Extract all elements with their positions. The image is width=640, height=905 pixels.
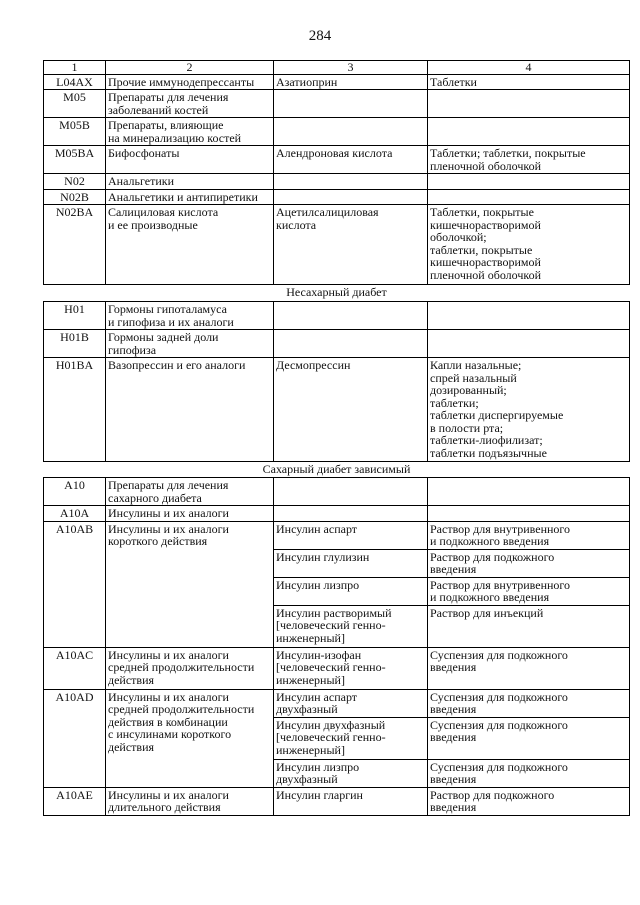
dosage-form-cell [428,506,630,522]
drug-name-cell: Инсулин-изофан [человеческий генно- инженерный] [274,647,428,689]
dosage-form-cell [428,302,630,330]
atc-code-cell: A10AD [44,689,106,787]
drug-name-cell [274,506,428,522]
table-row [44,689,630,717]
dosage-form-cell: Суспензия для подкожного введения [428,717,630,759]
group-name-cell: Препараты для лечения заболеваний костей [106,90,274,118]
drug-name-cell [274,302,428,330]
table-row [44,506,630,522]
column-number: 3 [274,61,428,75]
table-row [44,118,630,146]
dosage-form-cell: Таблетки, покрытые кишечнорастворимой оболочкой; таблетки, покрытые кишечнорастворимой пленочной оболочкой [428,205,630,285]
group-name-cell: Бифосфонаты [106,146,274,174]
dosage-form-cell [428,189,630,205]
dosage-form-cell: Суспензия для подкожного введения [428,689,630,717]
drug-name-cell: Инсулин аспарт [274,521,428,549]
atc-code-cell: H01B [44,330,106,358]
dosage-form-cell: Таблетки; таблетки, покрытые пленочной оболочкой [428,146,630,174]
drug-name-cell [274,189,428,205]
dosage-form-cell [428,90,630,118]
atc-code-cell: A10A [44,506,106,522]
dosage-form-cell: Раствор для подкожного введения [428,787,630,815]
dosage-form-cell: Раствор для внутривенного и подкожного введения [428,521,630,549]
section-title: Несахарный диабет [44,285,630,302]
page-number: 284 [308,28,332,44]
section-title: Сахарный диабет зависимый [44,462,630,478]
table-row [44,478,630,506]
group-name-cell: Препараты, влияющие на минерализацию костей [106,118,274,146]
table-row [44,174,630,190]
drug-name-cell: Азатиоприн [274,74,428,90]
dosage-form-cell [428,330,630,358]
drug-name-cell: Алендроновая кислота [274,146,428,174]
table-row [44,521,630,549]
column-number: 2 [106,61,274,75]
group-name-cell: Инсулины и их аналоги [106,506,274,522]
dosage-form-cell: Раствор для подкожного введения [428,549,630,577]
column-number: 4 [428,61,630,75]
atc-code-cell: N02 [44,174,106,190]
atc-code-cell: N02B [44,189,106,205]
atc-code-cell: M05 [44,90,106,118]
drug-name-cell: Инсулин лизпро [274,577,428,605]
table-row [44,146,630,174]
dosage-form-cell [428,118,630,146]
group-name-cell: Прочие иммунодепрессанты [106,74,274,90]
table-row [44,647,630,689]
group-name-cell: Салициловая кислота и ее производные [106,205,274,285]
group-name-cell: Инсулины и их аналоги средней продолжительности действия в комбинации с инсулинами короткого действия [106,689,274,787]
drug-name-cell: Инсулин растворимый [человеческий генно- инженерный] [274,605,428,647]
table-row [44,330,630,358]
drug-name-cell: Инсулин двухфазный [человеческий генно- инженерный] [274,717,428,759]
dosage-form-cell: Капли назальные; спрей назальный дозированный; таблетки; таблетки диспергируемые в полости рта; таблетки-лиофилизат; таблетки подъязычные [428,358,630,462]
drug-name-cell [274,90,428,118]
drug-name-cell [274,330,428,358]
drug-name-cell: Инсулин лизпро двухфазный [274,759,428,787]
table-row [44,358,630,462]
atc-code-cell: A10AE [44,787,106,815]
atc-code-cell: H01BA [44,358,106,462]
dosage-form-cell: Суспензия для подкожного введения [428,759,630,787]
section-heading-row [44,285,630,302]
drug-name-cell: Ацетилсалициловая кислота [274,205,428,285]
table-row [44,205,630,285]
table-row [44,189,630,205]
atc-code-cell: N02BA [44,205,106,285]
column-number: 1 [44,61,106,75]
table-row [44,74,630,90]
atc-code-cell: H01 [44,302,106,330]
table-row [44,787,630,815]
drug-name-cell: Инсулин глулизин [274,549,428,577]
column-number-row [44,61,630,75]
group-name-cell: Гормоны задней доли гипофиза [106,330,274,358]
dosage-form-cell: Раствор для инъекций [428,605,630,647]
group-name-cell: Анальгетики и антипиретики [106,189,274,205]
group-name-cell: Инсулины и их аналоги длительного действия [106,787,274,815]
group-name-cell: Инсулины и их аналоги короткого действия [106,521,274,647]
drug-name-cell [274,118,428,146]
table-body [44,74,630,815]
dosage-form-cell [428,478,630,506]
group-name-cell: Препараты для лечения сахарного диабета [106,478,274,506]
drug-name-cell: Инсулин гларгин [274,787,428,815]
table-row [44,90,630,118]
group-name-cell: Вазопрессин и его аналоги [106,358,274,462]
atc-code-cell: A10 [44,478,106,506]
dosage-form-cell: Суспензия для подкожного введения [428,647,630,689]
medicines-table [43,60,630,816]
section-heading-row [44,462,630,478]
atc-code-cell: A10AC [44,647,106,689]
atc-code-cell: M05BA [44,146,106,174]
drug-name-cell [274,174,428,190]
dosage-form-cell [428,174,630,190]
table-row [44,302,630,330]
group-name-cell: Анальгетики [106,174,274,190]
atc-code-cell: M05B [44,118,106,146]
dosage-form-cell: Раствор для внутривенного и подкожного введения [428,577,630,605]
drug-name-cell: Инсулин аспарт двухфазный [274,689,428,717]
atc-code-cell: L04AX [44,74,106,90]
atc-code-cell: A10AB [44,521,106,647]
group-name-cell: Инсулины и их аналоги средней продолжительности действия [106,647,274,689]
dosage-form-cell: Таблетки [428,74,630,90]
drug-name-cell: Десмопрессин [274,358,428,462]
drug-name-cell [274,478,428,506]
group-name-cell: Гормоны гипоталамуса и гипофиза и их аналоги [106,302,274,330]
